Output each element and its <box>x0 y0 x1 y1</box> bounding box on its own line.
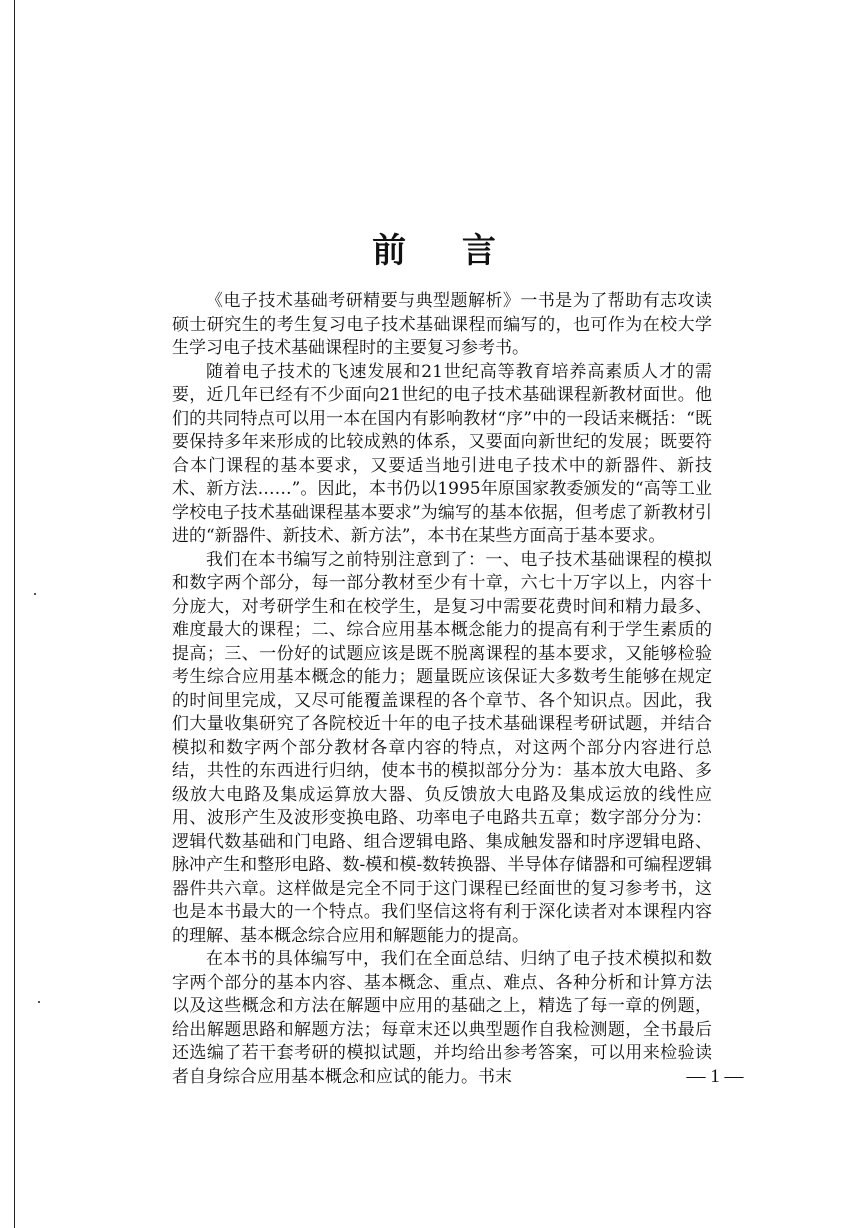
page-number: — 1 — <box>686 1066 744 1087</box>
scan-speck <box>38 1001 40 1003</box>
paragraph-3: 我们在本书编写之前特别注意到了：一、电子技术基础课程的模拟和数字两个部分，每一部分教材至少有十章，六七十万字以上，内容十分庞大，对考研学生和在校学生，是复习中需要花费时间和精力最多、难度最大的课程；二、综合应用基本概念能力的提高有利于学生素质的提高；三、一份好的试题应该是既不脱离课程的基本要求，又能够检验考生综合应用基本概念的能力；题量既应该保证大多数考生能够在规定的时间里完成，又尽可能覆盖课程的各个章节、各个知识点。因此，我们大量收集研究了各院校近十年的电子技术基础课程考研试题，并结合模拟和数字两个部分教材各章内容的特点，对这两个部分内容进行总结，共性的东西进行归纳，使本书的模拟部分分为：基本放大电路、多级放大电路及集成运算放大器、负反馈放大电路及集成运放的线性应用、波形产生及波形变换电路、功率电子电路共五章；数字部分分为：逻辑代数基础和门电路、组合逻辑电路、集成触发器和时序逻辑电路、脉冲产生和整形电路、数-模和模-数转换器、半导体存储器和可编程逻辑器件共六章。这样做是完全不同于这门课程已经面世的复习参考书，这也是本书最大的一个特点。我们坚信这将有利于深化读者对本课程内容的理解、基本概念综合应用和解题能力的提高。 <box>172 549 712 946</box>
page-title: 前 言 <box>372 230 518 271</box>
scan-speck <box>34 593 36 595</box>
paragraph-1: 《电子技术基础考研精要与典型题解析》一书是为了帮助有志攻读硕士研究生的考生复习电子技术基础课程而编写的，也可作为在校大学生学习电子技术基础课程时的主要复习参考书。 <box>172 291 712 358</box>
preface-body <box>172 290 712 1089</box>
paragraph-4: 在本书的具体编写中，我们在全面总结、归纳了电子技术模拟和数字两个部分的基本内容、基本概念、重点、难点、各种分析和计算方法以及这些概念和方法在解题中应用的基础之上，精选了每一章的例题，给出解题思路和解题方法；每章末还以典型题作自我检测题，全书最后还选编了若干套考研的模拟试题，并均给出参考答案，可以用来检验读者自身综合应用基本概念和应试的能力。书末 <box>172 949 712 1087</box>
paragraph-2: 随着电子技术的飞速发展和21世纪高等教育培养高素质人才的需要，近几年已经有不少面向21世纪的电子技术基础课程新教材面世。他们的共同特点可以用一本在国内有影响教材“序”中的一段话来概括：“既要保持多年来形成的比较成熟的体系，又要面向新世纪的发展；既要符合本门课程的基本要求，又要适当地引进电子技术中的新器件、新技术、新方法……”。因此，本书仍以1995年原国家教委颁发的“高等工业学校电子技术基础课程基本要求”为编写的基本依据，但考虑了新教材引进的“新器件、新技术、新方法”，本书在某些方面高于基本要求。 <box>172 361 712 546</box>
binding-edge-line <box>14 0 15 1228</box>
